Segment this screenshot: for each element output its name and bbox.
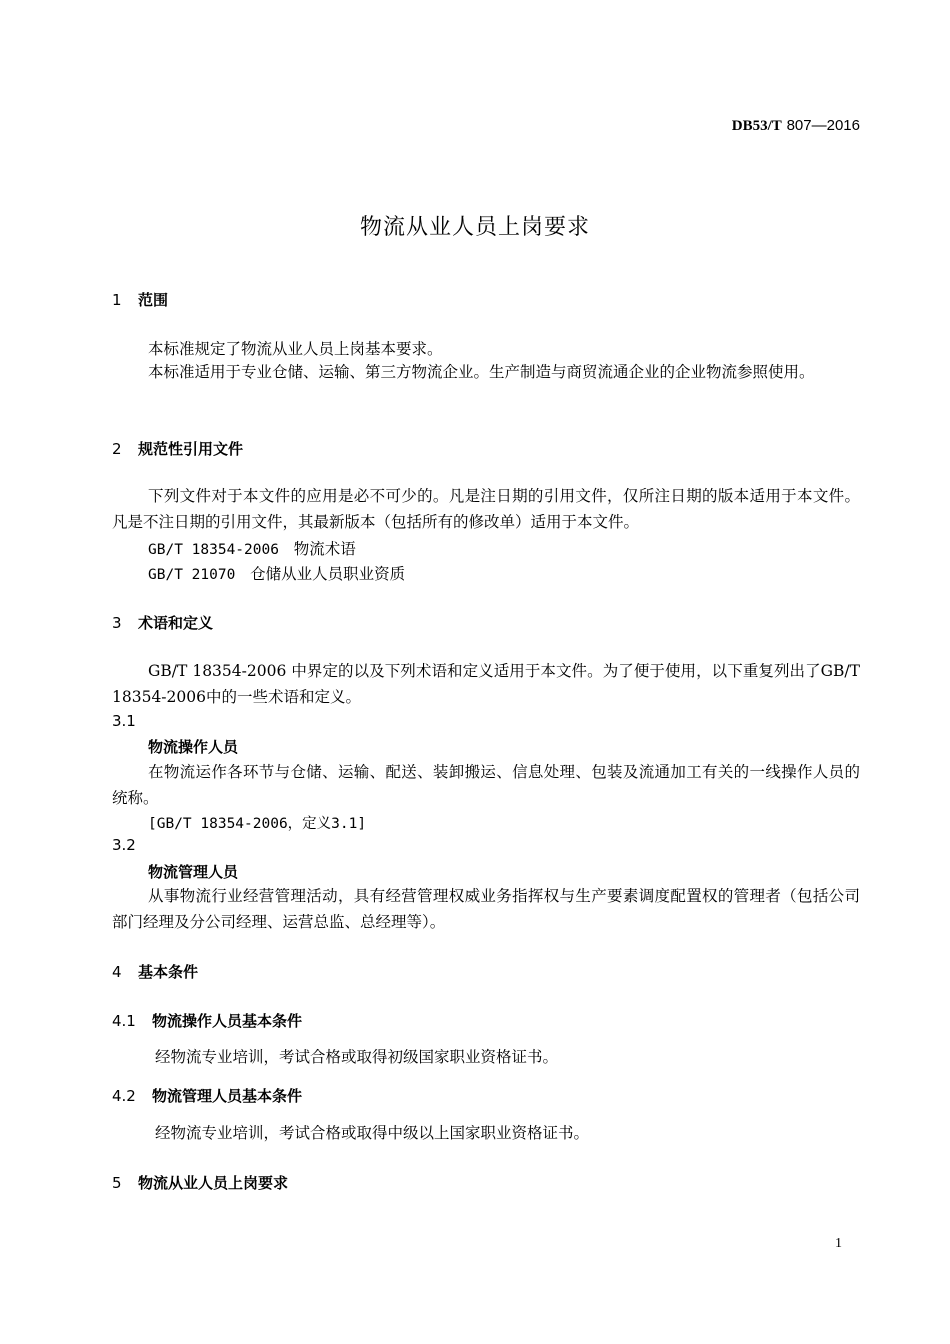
section-4-1-para: 经物流专业培训，考试合格或取得初级国家职业资格证书。 — [155, 1048, 559, 1066]
document-code — [732, 116, 860, 135]
section-5-number: 5 — [112, 1174, 122, 1192]
section-4-2-number: 4.2 — [112, 1087, 136, 1105]
reference-2-name: 仓储从业人员职业资质 — [250, 565, 406, 583]
section-3-title: 术语和定义 — [138, 614, 214, 632]
section-1-number: 1 — [112, 291, 122, 309]
term-3-1-name: 物流操作人员 — [148, 738, 239, 756]
section-4-2-para: 经物流专业培训，考试合格或取得中级以上国家职业资格证书。 — [155, 1124, 590, 1142]
section-3-number: 3 — [112, 614, 122, 632]
document-code-prefix: DB53/T — [731, 118, 782, 134]
section-3-heading — [112, 612, 213, 633]
section-4-title: 基本条件 — [138, 963, 199, 981]
term-3-2-name: 物流管理人员 — [148, 863, 239, 881]
section-2-number: 2 — [112, 440, 122, 458]
section-3-para-1: GB/T 18354-2006 中界定的以及下列术语和定义适用于本文件。为了便于使用，以下重复列出了GB/T 18354-2006中的一些术语和定义。 — [112, 662, 860, 706]
section-4-1-title: 物流操作人员基本条件 — [152, 1012, 303, 1030]
term-3-1-definition: 在物流运作各环节与仓储、运输、配送、装卸搬运、信息处理、包装及流通加工有关的一线操作人员的统称。 — [112, 763, 860, 807]
section-4-2-heading — [112, 1085, 302, 1106]
term-3-1-source: [GB/T 18354-2006，定义3.1] — [148, 816, 367, 832]
section-2-heading — [112, 438, 243, 459]
section-5-title: 物流从业人员上岗要求 — [138, 1174, 289, 1192]
section-4-number: 4 — [112, 963, 122, 981]
section-2-title: 规范性引用文件 — [138, 440, 244, 458]
section-1-para-1: 本标准规定了物流从业人员上岗基本要求。 — [148, 340, 443, 358]
term-3-1-number: 3.1 — [112, 712, 136, 730]
section-4-2-title: 物流管理人员基本条件 — [152, 1087, 303, 1105]
term-3-2-number: 3.2 — [112, 836, 136, 854]
section-1-title: 范围 — [138, 291, 169, 309]
section-1-para-2: 本标准适用于专业仓储、运输、第三方物流企业。生产制造与商贸流通企业的企业物流参照使用。 — [148, 363, 815, 381]
section-5-heading — [112, 1172, 288, 1193]
document-code-number: 807—2016 — [786, 117, 860, 134]
reference-1-name: 物流术语 — [293, 540, 356, 558]
reference-2 — [148, 562, 405, 584]
page-number: 1 — [835, 1236, 842, 1251]
section-4-1-number: 4.1 — [112, 1012, 136, 1030]
section-4-heading — [112, 961, 198, 982]
section-1-heading — [112, 289, 168, 310]
term-3-2-definition: 从事物流行业经营管理活动，具有经营管理权威业务指挥权与生产要素调度配置权的管理者（包括公司部门经理及分公司经理、运营总监、总经理等）。 — [112, 887, 860, 931]
section-4-1-heading — [112, 1010, 302, 1031]
reference-2-code: GB/T 21070 — [148, 567, 236, 583]
section-2-para-1: 下列文件对于本文件的应用是必不可少的。凡是注日期的引用文件，仅所注日期的版本适用于本文件。凡是不注日期的引用文件，其最新版本（包括所有的修改单）适用于本文件。 — [112, 487, 860, 531]
reference-1-code: GB/T 18354-2006 — [148, 542, 279, 558]
document-title: 物流从业人员上岗要求 — [359, 215, 590, 240]
reference-1 — [148, 537, 356, 559]
